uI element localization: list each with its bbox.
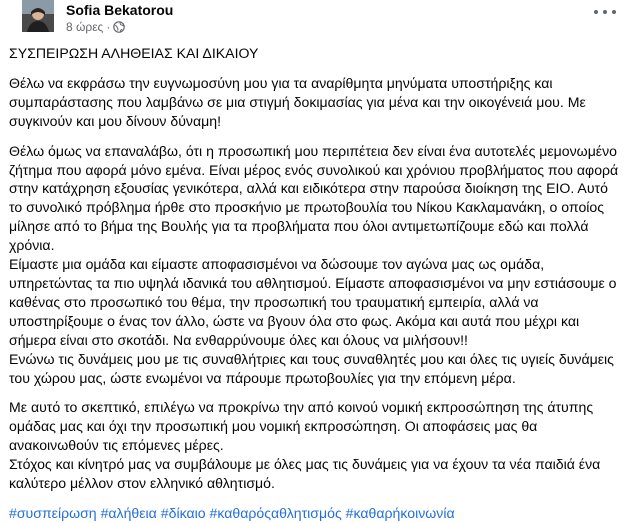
dot-icon: [594, 10, 598, 14]
paragraph-gratitude: Θέλω να εκφράσω την ευγνωμοσύνη μου για τα αναρίθμητα μηνύματα υποστήριξης και συμπαράστασης που λαμβάνω σε μια στιγμή δοκιμασίας για μένα και την οικογένειά μου. Με συγκινούν και μου δίνουν δύναμη!: [9, 74, 586, 129]
paragraph-representation: Με αυτό το σκεπτικό, επιλέγω να προκρίνω την από κοινού νομική εκπροσώπηση της άτυπης ομάδας μας και όχι την προσωπική μου νομική εκπροσώπηση. Οι αποφάσεις μας θα ανακοινωθούν τις επόμενες μέρες.: [9, 399, 594, 454]
paragraph-problem: Θέλω όμως να επαναλάβω, ότι η προσωπική μου περιπέτεια δεν είναι ένα αυτοτελές μεμονωμένο ζήτημα που αφορά μόνο εμένα. Είναι μέρος ενός συνολικού και χρόνιου προβλήματος που αφορά στην κατάχρηση εξουσίας γενικότερα, αλλά και ειδικότερα στην παρούσα διοίκηση της ΕΙΟ. Αυτό το συνολικό πρόβλημα ήρθε στο προσκήνιο με πρωτοβουλία του Νίκου Κακλαμανάκη, ο οποίος μίλησε από το βήμα της Βουλής για τα προβλήματα που όλοι αντιμετωπίζουμε εδώ και πολλά χρόνια.: [9, 142, 619, 254]
author-name[interactable]: Sofia Bekatorou: [66, 2, 174, 18]
author-avatar[interactable]: [22, 0, 54, 32]
hashtag-link[interactable]: #δίκαιο: [160, 504, 206, 521]
paragraph-team: Είμαστε μια ομάδα και είμαστε αποφασισμένοι να δώσουμε τον αγώνα μας ως ομάδα, υπηρετώντας τα πιο υψηλά ιδανικά του αθλητισμού. Είμαστε αποφασισμένοι να μην εστιάσουμε ο καθένας στο προσωπικό του θέμα, την προσωπική του τραυματική εμπειρία, αλλά να υποστηρίξουμε ο ένας τον άλλο, ώστε να βγουν όλα στο φως. Ακόμα και αυτά που μέχρι και σήμερα είναι στο σκοτάδι. Να ενθαρρύνουμε όλες και όλους να μιλήσουν!!: [9, 256, 617, 348]
hashtag-list: [9, 504, 621, 523]
author-block: [66, 1, 173, 35]
hashtag-link[interactable]: #αλήθεια: [100, 504, 157, 521]
more-options-icon[interactable]: [594, 4, 616, 20]
post-meta: [66, 19, 173, 35]
hashtag-link[interactable]: #καθαρήκοινωνία: [345, 504, 455, 521]
avatar-photo-icon: [22, 0, 54, 32]
post-title: ΣΥΣΠΕΙΡΩΣΗ ΑΛΗΘΕΙΑΣ ΚΑΙ ΔΙΚΑΙΟΥ: [9, 45, 259, 61]
hashtag-link[interactable]: #καθαρόςαθλητισμός: [209, 504, 342, 521]
globe-icon[interactable]: [113, 21, 125, 33]
dot-icon: [612, 10, 616, 14]
post-header: [9, 0, 624, 48]
hashtag-link[interactable]: #συσπείρωση: [9, 504, 97, 521]
meta-separator: ·: [106, 20, 111, 34]
paragraph-goal: Στόχος και κίνητρό μας να συμβάλουμε με όλες μας τις δυνάμεις για να έχουν τα νέα παιδιά ένα καλύτερο μέλλον στον ελληνικό αθλητισμό.: [9, 456, 601, 492]
dot-icon: [603, 10, 607, 14]
post-body: [9, 44, 621, 523]
paragraph-unite: Ενώνω τις δυνάμεις μου με τις συναθλήτριες και τους συναθλητές μου και όλες τις υγιείς δυνάμεις του χώρου μας, ώστε ενωμένοι να πάρουμε πρωτοβουλίες για την επόμενη μέρα.: [9, 350, 614, 386]
post-time[interactable]: 8 ώρες: [66, 20, 104, 34]
